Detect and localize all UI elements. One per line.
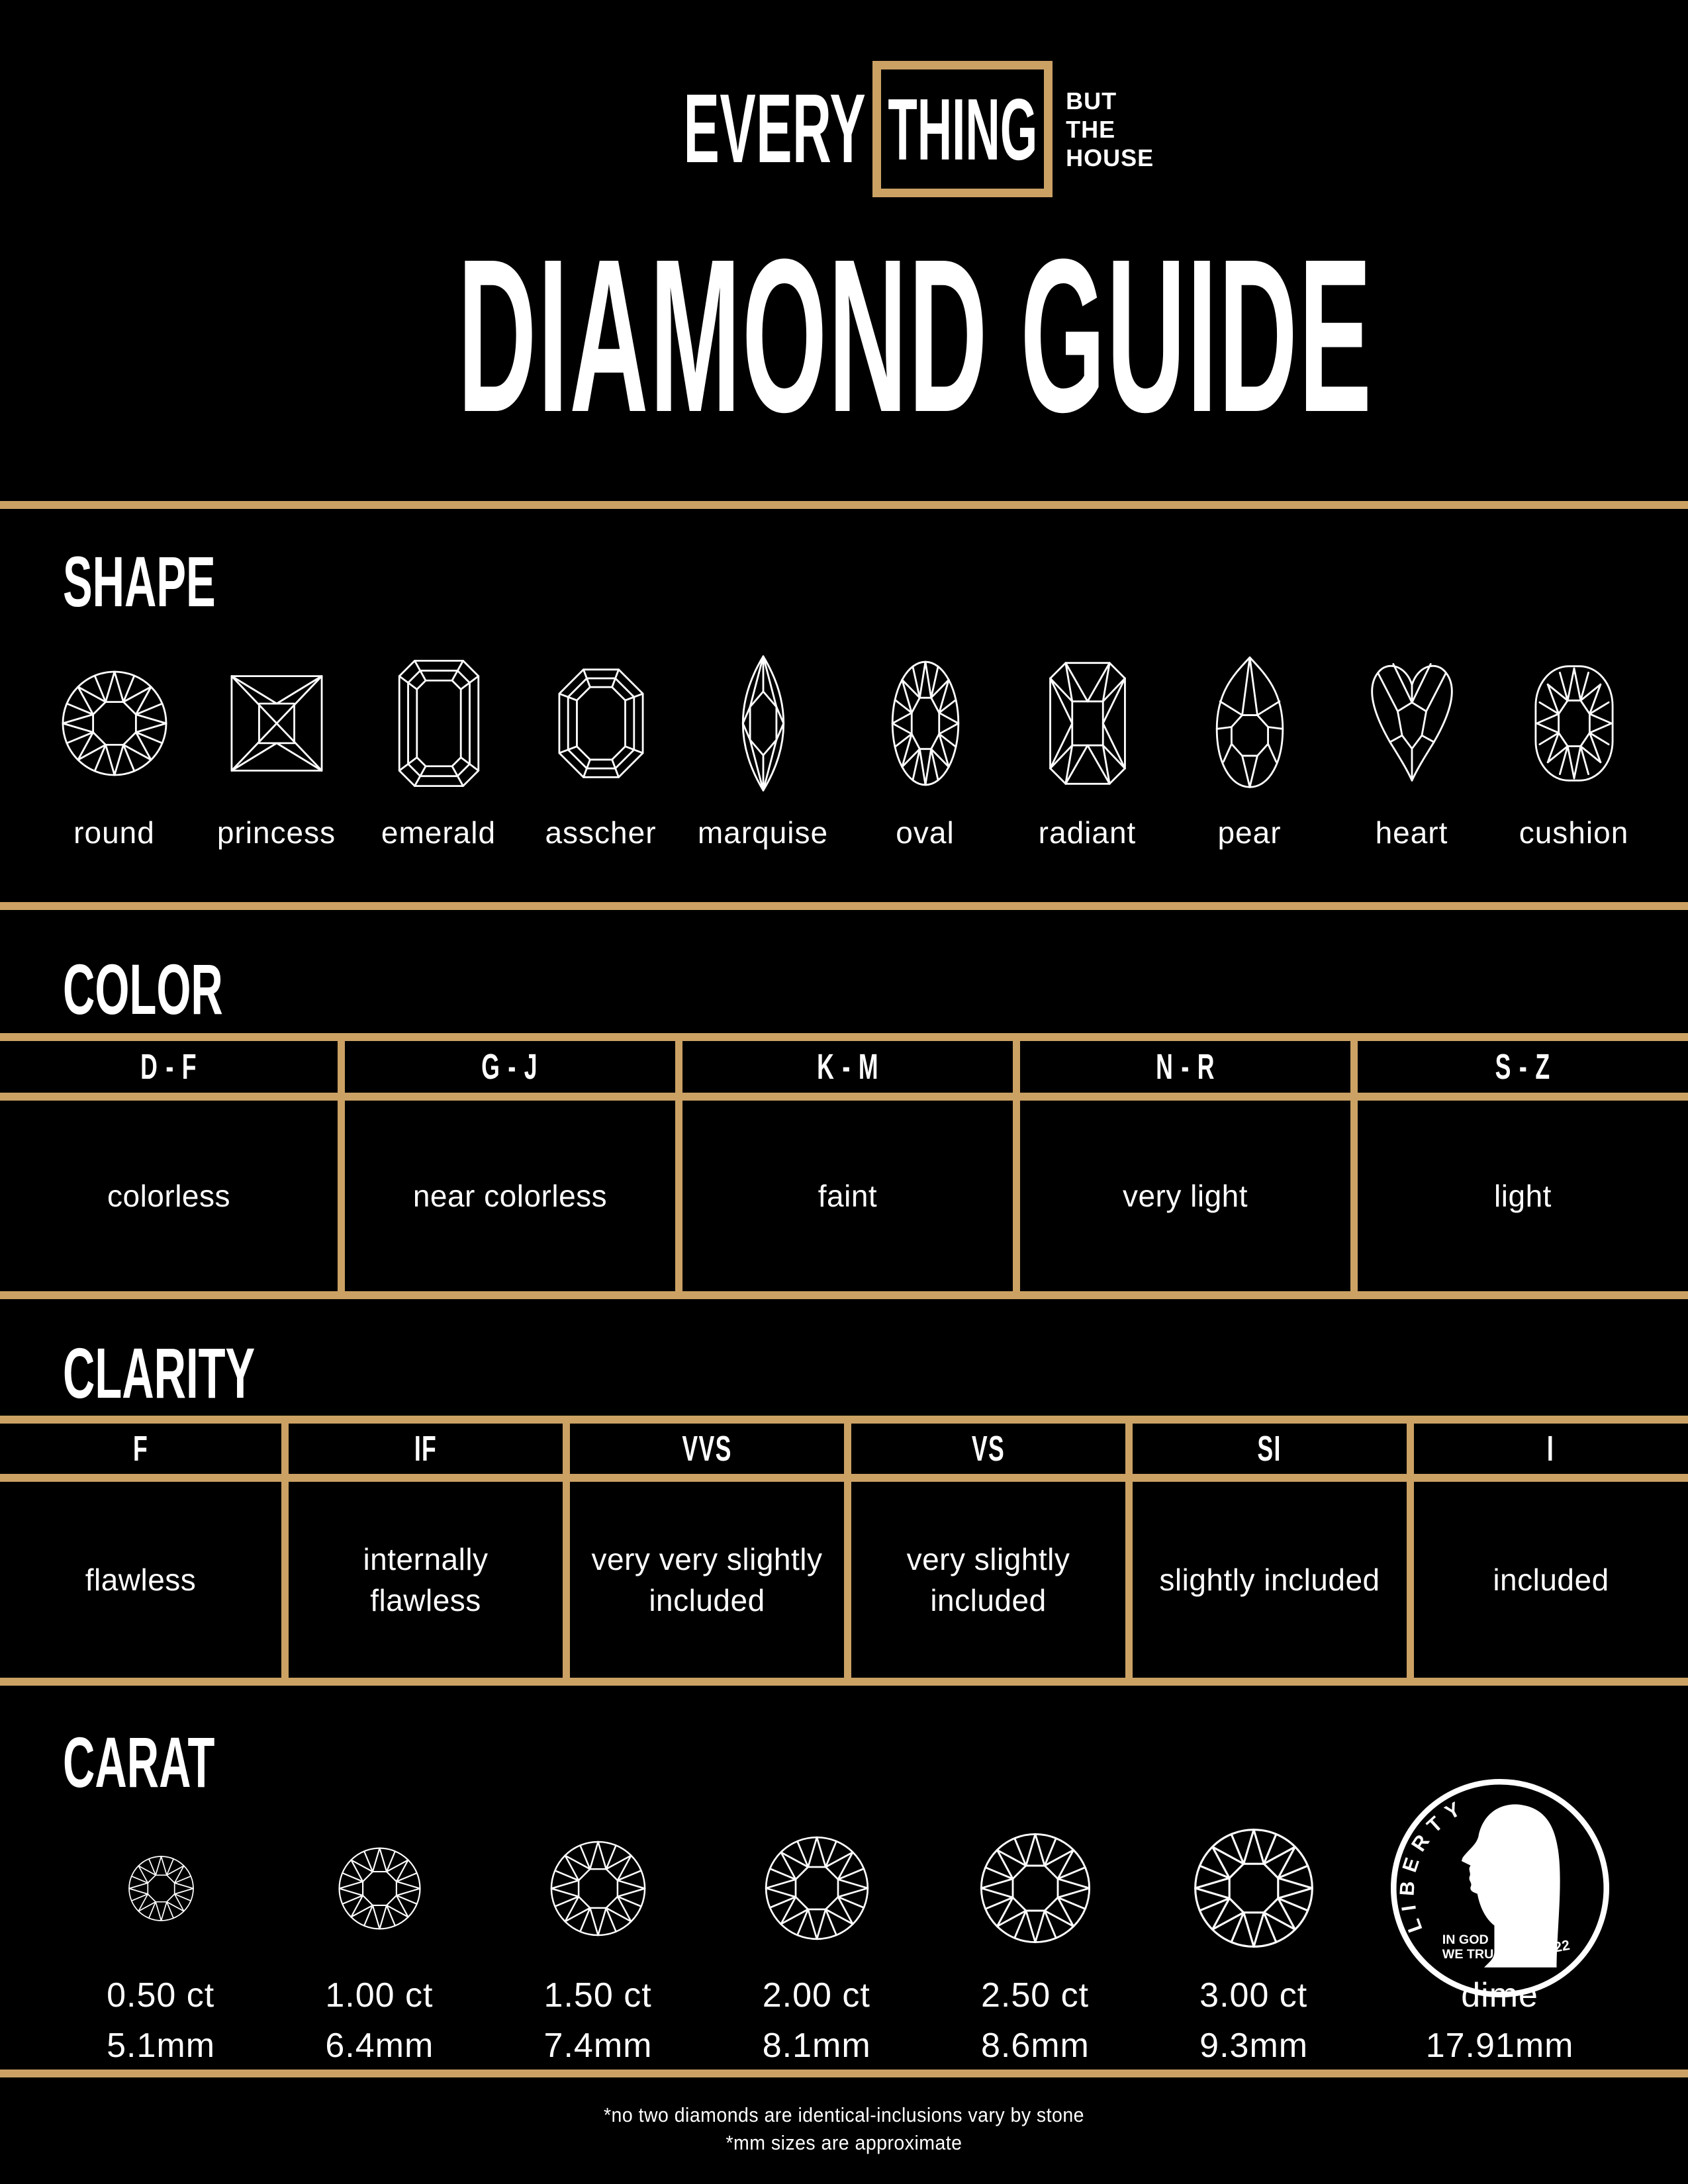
dime-liberty-text: LIBERTY <box>1395 1794 1471 1936</box>
carat-size: 8.1mm <box>762 2026 871 2065</box>
shape-label: round <box>73 815 155 850</box>
color-grade-header: G - J <box>338 1041 675 1093</box>
shape-label: emerald <box>381 815 496 850</box>
page-title: DIAMOND GUIDE <box>457 213 1373 457</box>
shape-label: radiant <box>1038 815 1137 850</box>
table-rule <box>0 1033 1688 1041</box>
dime-motto-line: IN GOD <box>1442 1932 1489 1947</box>
logo-tagline <box>1066 88 1154 171</box>
brand-logo <box>0 0 1688 197</box>
shape-row <box>0 652 1688 853</box>
carat-label: 0.50 ct <box>107 1976 215 2015</box>
carat-item-200 <box>708 1809 926 2063</box>
carat-label: 1.00 ct <box>325 1976 434 2015</box>
section-carat <box>0 1722 1688 2065</box>
shape-item-princess <box>195 652 357 853</box>
clarity-description-cell: slightly included <box>1125 1482 1407 1678</box>
shape-label: cushion <box>1519 815 1629 850</box>
carat-size: 8.6mm <box>980 2026 1090 2065</box>
color-table <box>0 1033 1688 1299</box>
carat-size: 7.4mm <box>543 2026 653 2065</box>
logo-tagline-line: THE <box>1066 115 1116 143</box>
color-description-cell: colorless <box>107 1178 230 1213</box>
shape-item-oval <box>844 652 1006 853</box>
carat-item-300 <box>1145 1809 1363 2063</box>
shape-label: princess <box>216 815 336 850</box>
carat-label: dime <box>1461 1976 1538 2015</box>
table-rule <box>0 1678 1688 1686</box>
color-grade-header: N - R <box>1013 1041 1350 1093</box>
clarity-header-row <box>0 1424 1688 1474</box>
princess-diamond-icon <box>222 652 332 795</box>
section-shape <box>0 541 1688 853</box>
carat-size: 9.3mm <box>1199 2026 1309 2065</box>
clarity-grade-header: VS <box>844 1424 1125 1474</box>
color-description-cell: near colorless <box>338 1101 675 1291</box>
radiant-diamond-icon <box>1033 652 1143 795</box>
logo-word-thing: THING <box>888 80 1038 178</box>
color-grade-header: S - Z <box>1350 1041 1688 1093</box>
logo-word-every: EVERY <box>683 74 867 183</box>
clarity-description-cell: very very slightly included <box>563 1482 844 1678</box>
shape-item-round <box>33 652 195 853</box>
shape-item-cushion <box>1493 652 1655 853</box>
clarity-grade-header: F <box>132 1429 149 1469</box>
shape-label: pear <box>1217 815 1282 850</box>
shape-item-asscher <box>520 652 682 853</box>
shape-label: marquise <box>697 815 829 850</box>
shape-item-marquise <box>682 652 844 853</box>
clarity-grade-header: I <box>1407 1424 1688 1474</box>
svg-text:LIBERTY <box>1395 1794 1471 1935</box>
logo-thing-box <box>872 61 1053 197</box>
carat-item-250 <box>926 1809 1145 2063</box>
carat-label: 2.00 ct <box>762 1976 870 2015</box>
clarity-description-cell: flawless <box>85 1562 197 1597</box>
dime-motto-line: WE TRUST <box>1442 1947 1511 1962</box>
table-rule <box>0 1416 1688 1424</box>
carat-item-150 <box>489 1809 707 2063</box>
carat-label: 1.50 ct <box>543 1976 652 2015</box>
carat-item-050 <box>52 1809 270 2063</box>
carat-heading: CARAT <box>63 1722 215 1802</box>
clarity-description-cell: internally flawless <box>281 1482 563 1678</box>
clarity-body-row <box>0 1482 1688 1678</box>
oval-diamond-icon <box>870 652 980 795</box>
carat-item-dime <box>1363 1794 1636 2065</box>
section-divider <box>0 2070 1688 2077</box>
color-body-row <box>0 1101 1688 1291</box>
dime-coin-icon <box>1387 1775 1613 2001</box>
carat-row <box>0 1794 1688 2065</box>
clarity-grade-header: VVS <box>563 1424 844 1474</box>
clarity-grade-header: SI <box>1125 1424 1407 1474</box>
round-diamond-icon <box>549 1840 647 1937</box>
round-diamond-icon <box>128 1855 195 1922</box>
color-heading: COLOR <box>63 949 223 1029</box>
footer-note: *no two diamonds are identical-inclusions vary by stone <box>604 2103 1084 2126</box>
footer-note: *mm sizes are approximate <box>726 2131 962 2154</box>
carat-label: 3.00 ct <box>1199 1976 1308 2015</box>
color-header-row <box>0 1041 1688 1093</box>
pear-diamond-icon <box>1195 652 1305 795</box>
shape-heading: SHAPE <box>63 541 216 621</box>
shape-item-heart <box>1331 652 1493 853</box>
carat-label: 2.50 ct <box>980 1976 1090 2015</box>
clarity-grade-header: IF <box>281 1424 563 1474</box>
section-color <box>0 949 1688 1299</box>
carat-item-100 <box>270 1809 489 2063</box>
section-clarity <box>0 1333 1688 1686</box>
heart-diamond-icon <box>1357 652 1467 795</box>
clarity-description-cell: included <box>1407 1482 1688 1678</box>
shape-label: heart <box>1375 815 1448 850</box>
section-divider <box>0 501 1688 509</box>
section-divider <box>0 902 1688 910</box>
shape-item-emerald <box>357 652 520 853</box>
logo-tagline-line: HOUSE <box>1066 144 1154 171</box>
shape-item-pear <box>1168 652 1331 853</box>
asscher-diamond-icon <box>546 652 656 795</box>
round-diamond-icon <box>60 652 169 795</box>
color-description-cell: faint <box>675 1101 1013 1291</box>
shape-item-radiant <box>1006 652 1168 853</box>
clarity-table <box>0 1416 1688 1686</box>
carat-size: 5.1mm <box>107 2026 216 2065</box>
cushion-diamond-icon <box>1519 652 1629 795</box>
dime-year: 2022 <box>1536 1936 1571 1958</box>
round-diamond-icon <box>979 1832 1092 1944</box>
table-rule <box>0 1291 1688 1299</box>
shape-label: oval <box>896 815 955 850</box>
carat-size: 6.4mm <box>325 2026 434 2065</box>
color-grade-header: D - F <box>140 1047 197 1087</box>
footer-notes <box>0 2101 1688 2157</box>
logo-tagline-line: BUT <box>1066 87 1117 114</box>
table-rule <box>0 1093 1688 1101</box>
marquise-diamond-icon <box>708 652 818 795</box>
color-description-cell: light <box>1350 1101 1688 1291</box>
color-grade-header: K - M <box>675 1041 1013 1093</box>
round-diamond-icon <box>1193 1827 1315 1949</box>
table-rule <box>0 1474 1688 1482</box>
emerald-diamond-icon <box>384 652 494 795</box>
clarity-heading: CLARITY <box>63 1333 256 1413</box>
color-description-cell: very light <box>1013 1101 1350 1291</box>
carat-size: 17.91mm <box>1425 2026 1574 2065</box>
round-diamond-icon <box>338 1846 422 1931</box>
round-diamond-icon <box>764 1835 870 1941</box>
shape-label: asscher <box>545 815 657 850</box>
clarity-description-cell: very slightly included <box>844 1482 1125 1678</box>
